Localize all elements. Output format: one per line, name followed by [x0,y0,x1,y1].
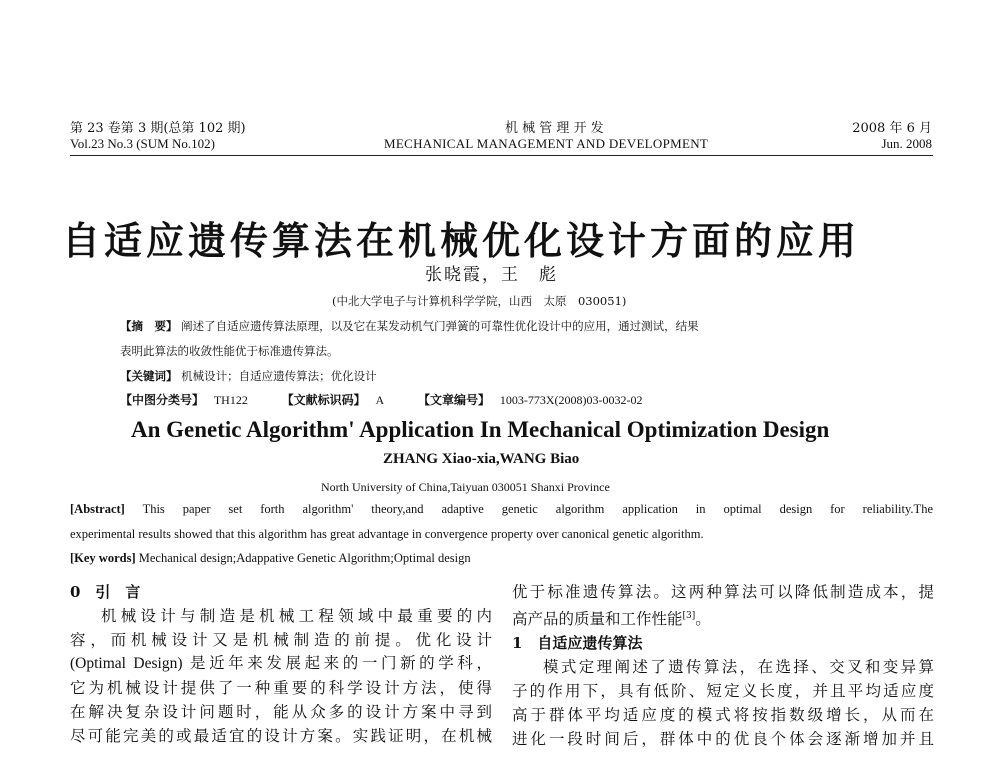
abstract-en-text-2: experimental results showed that this algorithm has great advantage in convergence property over canonical genetic algorithm. [70,527,704,541]
right-line-6: 进化一段时间后，群体中的优良个体会逐渐增加并且 [512,730,934,749]
keywords-en [70,551,471,566]
right-line-2 [512,604,934,631]
header-journal-name-en: MECHANICAL MANAGEMENT AND DEVELOPMENT [384,136,709,151]
authors-cn: 张晓霞，王 彪 [425,265,558,285]
keywords-cn [120,368,377,384]
right-line-2-end: 。 [695,610,711,629]
left-line-5: 在解决复杂设计问题时，能从众多的设计方案中寻到 [70,703,492,721]
left-line-1: 机械设计与制造是机械工程领域中最重要的内 [101,607,492,625]
abstract-cn-text-2: 表明此算法的收敛性能优于标准遗传算法。 [120,344,339,358]
affiliation-cn: (中北大学电子与计算机科学学院，山西 太原 030051) [332,294,627,308]
section-heading-ga: 1 自适应遗传算法 [512,634,643,653]
affiliation-en: North University of China,Taiyuan 030051 Shanxi Province [321,480,610,494]
abstract-en-line1 [70,502,933,517]
right-line-1: 优于标准遗传算法。这两种算法可以降低制造成本，提 [512,583,934,601]
abstract-cn-line1 [120,318,699,334]
paper-title-cn: 自适应遗传算法在机械优化设计方面的应用 [62,218,861,263]
right-line-4: 子的作用下，具有低阶、短定义长度，并且平均适应度 [512,682,934,701]
paper-title-en: An Genetic Algorithm' Application In Mechanical Optimization Design [131,417,830,442]
keywords-cn-label: 【关键词】 [120,369,178,383]
section-heading-intro: 0 引 言 [70,583,141,601]
abstract-en-label: [Abstract] [70,502,125,516]
right-line-5: 高于群体平均适应度的模式将按指数级增长，从而在 [512,706,934,725]
classification-line [120,391,643,408]
doc-code-label: 【文献标识码】 [281,393,366,407]
header-date-cn: 2008 年 6 月 [852,121,932,136]
header-journal-issue-cn: 第 23 卷第 3 期(总第 102 期) [70,121,246,136]
article-id-label: 【文章编号】 [418,393,491,407]
header-journal-name-cn: 机 械 管 理 开 发 [505,121,604,136]
keywords-en-label: [Key words] [70,551,136,565]
doc-code-value: A [375,393,385,407]
right-line-2-text: 高产品的质量和工作性能 [512,610,683,629]
clc-value: TH122 [213,393,248,407]
abstract-cn-text-1: 阐述了自适应遗传算法原理，以及它在某发动机气门弹簧的可靠性优化设计中的应用，通过测试，结果 [181,319,699,333]
header-journal-issue-en: Vol.23 No.3 (SUM No.102) [70,136,215,151]
right-column [512,580,934,751]
header-date-en: Jun. 2008 [881,136,932,151]
abstract-cn-label: 【摘 要】 [120,319,178,333]
right-line-3: 模式定理阐述了遗传算法，在选择、交叉和变异算 [543,658,934,677]
left-line-3: (Optimal Design) 是近年来发展起来的一门新的学科， [70,655,492,672]
left-line-4: 它为机械设计提供了一种重要的科学设计方法，使得 [70,679,492,697]
left-column [70,580,492,748]
authors-en: ZHANG Xiao-xia,WANG Biao [383,451,580,467]
abstract-en-text-1: This paper set forth algorithm' theory,and adaptive genetic algorithm application in optimal design for reliability.The [142,502,933,516]
left-line-6: 尽可能完美的或最适宜的设计方案。实践证明，在机械 [70,727,492,745]
keywords-en-text: Mechanical design;Adappative Genetic Algorithm;Optimal design [138,551,471,565]
article-id-value: 1003-773X(2008)03-0032-02 [499,393,643,407]
keywords-cn-text: 机械设计；自适应遗传算法；优化设计 [181,369,377,383]
left-line-2: 容，而机械设计又是机械制造的前提。优化设计 [70,631,492,649]
citation-ref: [3] [682,611,696,621]
header-rule [70,155,933,156]
clc-label: 【中图分类号】 [120,393,205,407]
